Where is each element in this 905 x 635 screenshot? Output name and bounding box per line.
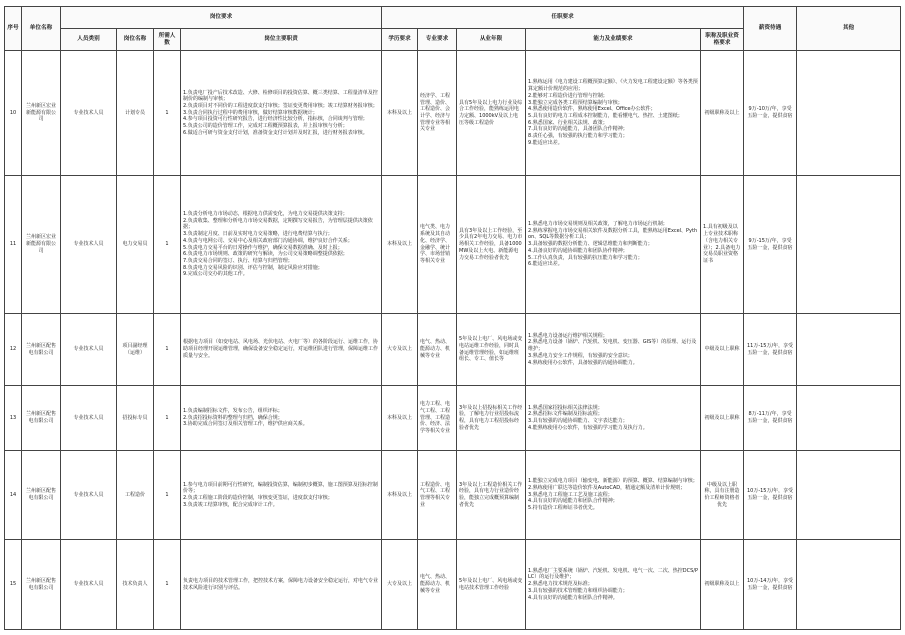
duty-line: 负责电力项目的技术管理工作，把控技术方案，保障电力设备安全稳定运行，对电气专业技术风险进行识别与评估。	[183, 577, 379, 591]
cell-hires: 1	[154, 540, 181, 630]
cell-unit: 兰州新区配售电有限公司	[22, 451, 61, 540]
duty-line: 5.负责电力交易平台的日常操作与维护，确保交易数据准确、及时上报；	[183, 244, 343, 251]
ability-line: 1.熟练运用《电力建设工程概预算定额》、《火力发电工程建设定额》等各类预算定额计价规范的应用；	[528, 79, 698, 93]
duty-line: 2.负责收集、整理和分析电力市场交易数据，定期撰写交易报告，为管理层提供决策依据；	[183, 217, 373, 231]
table-row	[5, 51, 901, 176]
cell-salary: 10万-14万/年，享受五险一金，提供食宿	[744, 540, 797, 630]
cell-post-name: 技术负责人	[117, 540, 154, 630]
ability-line: 7.具有良好的沟通能力，具备团队合作精神；	[528, 126, 628, 133]
duty-line: 6.负责电力市场规则、政策的研究与解读，为公司交易策略调整提供依据；	[183, 251, 348, 258]
cell-salary: 11万-15万/年，享受五险一金，提供食宿	[744, 314, 797, 386]
duty-line: 4.参与项目投资可行性研究报告，进行经济性比较分析，指标核，合同谈判与管理；	[183, 116, 368, 123]
cell-duties	[181, 386, 382, 451]
ability-line: 9.能适应出差。	[528, 139, 563, 146]
cell-ability	[526, 540, 701, 630]
duty-line: 3.负责竣工结算审核，配合完成审计工作。	[183, 501, 278, 508]
cell-years: 5年及以上电厂、风电场或变电站运维工作经验，同时具备运维管理经验，如运维班组长、专工、值长等	[457, 314, 526, 386]
cell-unit: 兰州新区宏业新能源有限公司	[22, 176, 61, 314]
cell-years: 具有3年及以上工作经验，至少具有2年电力交易、电力市场相关工作经验，具备1000MW及以上火电、新能源电力交易工作经验者优先	[457, 176, 526, 314]
cell-seq: 11	[5, 176, 22, 314]
cell-ability	[526, 314, 701, 386]
cell-post-name: 电力交易员	[117, 176, 154, 314]
cell-hires: 1	[154, 386, 181, 451]
cell-salary: 8万-11万/年，享受五险一金，提供食宿	[744, 386, 797, 451]
duty-line: 7.负责交易合同的签订、执行、结算与归档管理；	[183, 257, 293, 264]
cell-hires: 1	[154, 451, 181, 540]
duty-line: 6.做适合可研与资金支付计划，准备资金支付计划并及时汇报，进行财务报表审核。	[183, 129, 368, 136]
ability-line: 3.具有较强的沟通协调能力、文字表达能力；	[528, 418, 628, 424]
duty-line: 3.负责制定月度、日前及实时电力交易策略，进行电费结算与执行；	[183, 231, 333, 238]
cell-duties	[181, 176, 382, 314]
header-major: 专业要求	[418, 29, 457, 51]
cell-personnel-type: 专业技术人员	[61, 540, 117, 630]
cell-major: 工程造价、电气工程、工程管理等相关专业	[418, 451, 457, 540]
cell-ability	[526, 51, 701, 176]
duty-line: 4.负责与电网公司、交易中心及相关政府部门沟通协调，维护良好合作关系；	[183, 237, 353, 244]
cell-other	[797, 540, 901, 630]
ability-line: 1.熟悉国家招投标相关法律法规；	[528, 404, 603, 411]
cell-years: 具有5年及以上电力行业及综合工作经验，能熟练运用电力定额、1000kV及以上电压等级工程造价	[457, 51, 526, 176]
ability-line: 6.能适应出差。	[528, 261, 563, 268]
duty-line: 9.完成公司交办的其他工作。	[183, 271, 248, 278]
ability-line: 1.熟悉电厂主要系统（锅炉、汽轮机、发电机、电气一次、二次、热控DCS/PLC）的运行及维护；	[528, 567, 699, 581]
header-hires: 所需人数	[154, 29, 181, 51]
cell-unit: 兰州新区配售电有限公司	[22, 540, 61, 630]
cell-ability	[526, 386, 701, 451]
cell-other	[797, 176, 901, 314]
header-seq: 序号	[5, 7, 22, 51]
ability-line: 5.持有造价工程师证书者优先。	[528, 505, 598, 512]
ability-line: 3.熟悉电力工程施工工艺及施工流程；	[528, 491, 613, 498]
cell-personnel-type: 专业技术人员	[61, 451, 117, 540]
duty-line: 2.负责项目对不同价的工程进度款支付审核；签证变更费用审核；竣工结算财务报审核；	[183, 102, 378, 109]
cell-major: 电力工程、电气工程、工程管理、工程造价、经济、法学等相关专业	[418, 386, 457, 451]
ability-line: 4.具备良好的沟通协调能力和团队协作精神；	[528, 247, 628, 254]
header-unit: 单位名称	[22, 7, 61, 51]
duty-line: 1.负责分析电力市场动态，根据电力供需变化，为电力交易提供决策支持；	[183, 210, 348, 217]
cell-post-name: 工程造价	[117, 451, 154, 540]
ability-line: 8.责任心强，有较强的执行能力和学习能力；	[528, 133, 628, 140]
table-row	[5, 176, 901, 314]
duty-line: 5.负责公司的造价管理工作，完成对工程概预算报表，并上报审核与分析；	[183, 123, 348, 130]
header-ability: 能力及业绩要求	[526, 29, 701, 51]
cell-post-name: 计划专员	[117, 51, 154, 176]
ability-line: 4.熟悉使用造价软件，熟练使用Excel、Office办公软件；	[528, 106, 656, 113]
header-other: 其他	[797, 7, 901, 51]
header-post-requirements: 岗位要求	[61, 7, 382, 29]
header-title: 职称及职业资格要求	[701, 29, 744, 51]
cell-seq: 14	[5, 451, 22, 540]
cell-title: 1.具有初级及以上专业技术职称（含电力相关专业）；2.具备电力交易员职业资格证书	[701, 176, 744, 314]
duty-line: 根据电力项目（如变电站、风电场、光伏电站、火电厂等）的各阶段运行、运维工作，协助项目经理开展运维管理，确保设备安全稳定运行，对运维团队进行管理，保障运维工作质量与安全。	[183, 339, 379, 359]
cell-major: 电气类、电力系统及其自动化、经济学、金融学、统计学、市场营销等相关专业	[418, 176, 457, 314]
cell-major: 经济学、工程管理、造价、工程造价、会计学、经济与管理专业等相关专业	[418, 51, 457, 176]
cell-years: 3年及以上工程造价相关工作经验，具有电力行业造价经验，能独立完成概预算编制者优先	[457, 451, 526, 540]
duty-line: 1.负责编制招标文件，发布公告，组织评标；	[183, 407, 283, 414]
cell-unit: 兰州新区配售电有限公司	[22, 314, 61, 386]
header-job-requirements: 任职要求	[382, 7, 744, 29]
ability-line: 5.具有良好的电力工程成本控制能力，能看懂电气、热控、土建图纸；	[528, 113, 683, 119]
cell-education: 本科及以上	[382, 451, 418, 540]
duty-line: 2.负责招投标资料的整理与归档，确保合规；	[183, 414, 283, 421]
ability-line: 2.能够对工程造价进行管理与控制；	[528, 92, 608, 99]
ability-line: 1.熟悉电力市场交易规则及相关政策，了解电力市场运行机制；	[528, 221, 668, 228]
cell-duties	[181, 451, 382, 540]
ability-line: 3.具备较强的数据分析能力、逻辑思维能力和判断能力；	[528, 241, 653, 248]
ability-line: 3.熟悉电力安全工作规程，有较强的安全意识；	[528, 352, 633, 359]
ability-line: 4.能熟练使用办公软件，有较强的学习能力及执行力。	[528, 424, 648, 431]
cell-salary: 9万-10万/年，享受五险一金，提供食宿	[744, 51, 797, 176]
header-salary: 薪资待遇	[744, 7, 797, 51]
cell-hires: 1	[154, 176, 181, 314]
ability-line: 6.熟悉国家、行业相关法规、政策；	[528, 119, 608, 126]
cell-other	[797, 451, 901, 540]
cell-education: 本科及以上	[382, 386, 418, 451]
cell-post-name: 招投标专员	[117, 386, 154, 451]
cell-title: 初级及以上职称	[701, 386, 744, 451]
cell-personnel-type: 专业技术人员	[61, 176, 117, 314]
ability-line: 4.具有良好的沟通能力和团队合作精神。	[528, 594, 618, 601]
header-post-name: 岗位名称	[117, 29, 154, 51]
ability-line: 1.熟悉电力设备运行维护相关规程；	[528, 332, 608, 339]
table-row	[5, 540, 901, 630]
cell-years: 3年及以上招投标相关工作经验，了解电力行业招投标流程，具有电力工程招投标经验者优先	[457, 386, 526, 451]
cell-seq: 13	[5, 386, 22, 451]
cell-major: 电气、热动、能源动力、机械等专业	[418, 314, 457, 386]
ability-line: 2.熟练掌握电力市场交易相关软件及数据分析工具，能熟练运用Excel、Python、SQL等数据分析工具；	[528, 227, 698, 241]
cell-ability	[526, 176, 701, 314]
cell-duties	[181, 540, 382, 630]
cell-duties	[181, 51, 382, 176]
recruitment-table	[4, 6, 901, 630]
table-row	[5, 386, 901, 451]
ability-line: 3.能独立完成各类工程预结算编制与审核；	[528, 99, 623, 106]
duty-line: 1.参与电力项目前期可行性研究，编制投资估算，编制初步概算，施工图预算及招标控制价等；	[183, 481, 378, 495]
table-body	[5, 51, 901, 630]
cell-other	[797, 314, 901, 386]
cell-ability	[526, 451, 701, 540]
cell-personnel-type: 专业技术人员	[61, 314, 117, 386]
ability-line: 2.熟练使用广联达等造价软件及AutoCAD，精通定额及清单计价规则；	[528, 484, 686, 491]
cell-education: 本科及以上	[382, 176, 418, 314]
ability-line: 4.熟练使用办公软件，具备较强的沟通协调能力。	[528, 359, 638, 366]
duty-line: 1.负责电厂投产后技术改造、大修、检修项目的投资估算、概三类结算、工程量清单及控制价的编制与审核；	[183, 89, 378, 103]
cell-title: 中级及以上职称	[701, 314, 744, 386]
header-education: 学历要求	[382, 29, 418, 51]
duty-line: 3.负责合同执行过程中的费用审核，做好结算审核数据统计；	[183, 109, 318, 116]
ability-line: 5.工作认真负责，具有较强的抗压能力和学习能力；	[528, 254, 643, 261]
ability-line: 4.具有良好的沟通能力和团队合作精神；	[528, 498, 618, 505]
cell-years: 5年及以上电厂、风电场或变电站技术管理工作经验	[457, 540, 526, 630]
header-years: 从业年限	[457, 29, 526, 51]
duty-line: 8.负责电力交易风险的识别、评估与控制，制定风险应对措施；	[183, 264, 323, 271]
cell-title: 初级职称及以上	[701, 51, 744, 176]
duty-line: 2.负责工程施工阶段的造价控制，审核变更签证，进度款支付审核；	[183, 495, 333, 501]
cell-seq: 10	[5, 51, 22, 176]
ability-line: 2.熟悉电力设备（锅炉、汽轮机、发电机、变压器、GIS等）的原理、运行及维护；	[528, 339, 697, 353]
cell-unit: 兰州新区配售电有限公司	[22, 386, 61, 451]
cell-post-name: 项目副经理（运维）	[117, 314, 154, 386]
header-personnel-type: 人员类别	[61, 29, 117, 51]
cell-major: 电气、热动、能源动力、机械等专业	[418, 540, 457, 630]
cell-other	[797, 386, 901, 451]
cell-education: 大专及以上	[382, 314, 418, 386]
cell-seq: 12	[5, 314, 22, 386]
ability-line: 2.熟悉招标文件编制及招标流程；	[528, 411, 603, 418]
duty-line: 3.协助完成合同签订及相关管理工作，维护供应商关系。	[183, 421, 308, 428]
ability-line: 1.能独立完成电力项目（输变电、新能源）的预算、概算、结算编制与审核；	[528, 478, 698, 485]
header-duties: 岗位主要职责	[181, 29, 382, 51]
cell-other	[797, 51, 901, 176]
cell-title: 中级及以上职称，具有注册造价工程师资格者优先	[701, 451, 744, 540]
ability-line: 3.具有较强的技术管理能力和组织协调能力；	[528, 587, 628, 594]
ability-line: 2.熟悉电力技术规范及标准；	[528, 581, 593, 588]
cell-salary: 10万-15万/年，享受五险一金，提供食宿	[744, 451, 797, 540]
cell-duties	[181, 314, 382, 386]
header-row-top	[5, 7, 901, 29]
cell-personnel-type: 专业技术人员	[61, 51, 117, 176]
cell-education: 大专及以上	[382, 540, 418, 630]
cell-salary: 9万-15万/年，享受五险一金，提供食宿	[744, 176, 797, 314]
cell-unit: 兰州新区宏业新能源有限公司	[22, 51, 61, 176]
table-row	[5, 451, 901, 540]
cell-personnel-type: 专业技术人员	[61, 386, 117, 451]
table-row	[5, 314, 901, 386]
cell-hires: 1	[154, 51, 181, 176]
cell-title: 初级职称及以上	[701, 540, 744, 630]
cell-education: 本科及以上	[382, 51, 418, 176]
cell-hires: 1	[154, 314, 181, 386]
cell-seq: 15	[5, 540, 22, 630]
